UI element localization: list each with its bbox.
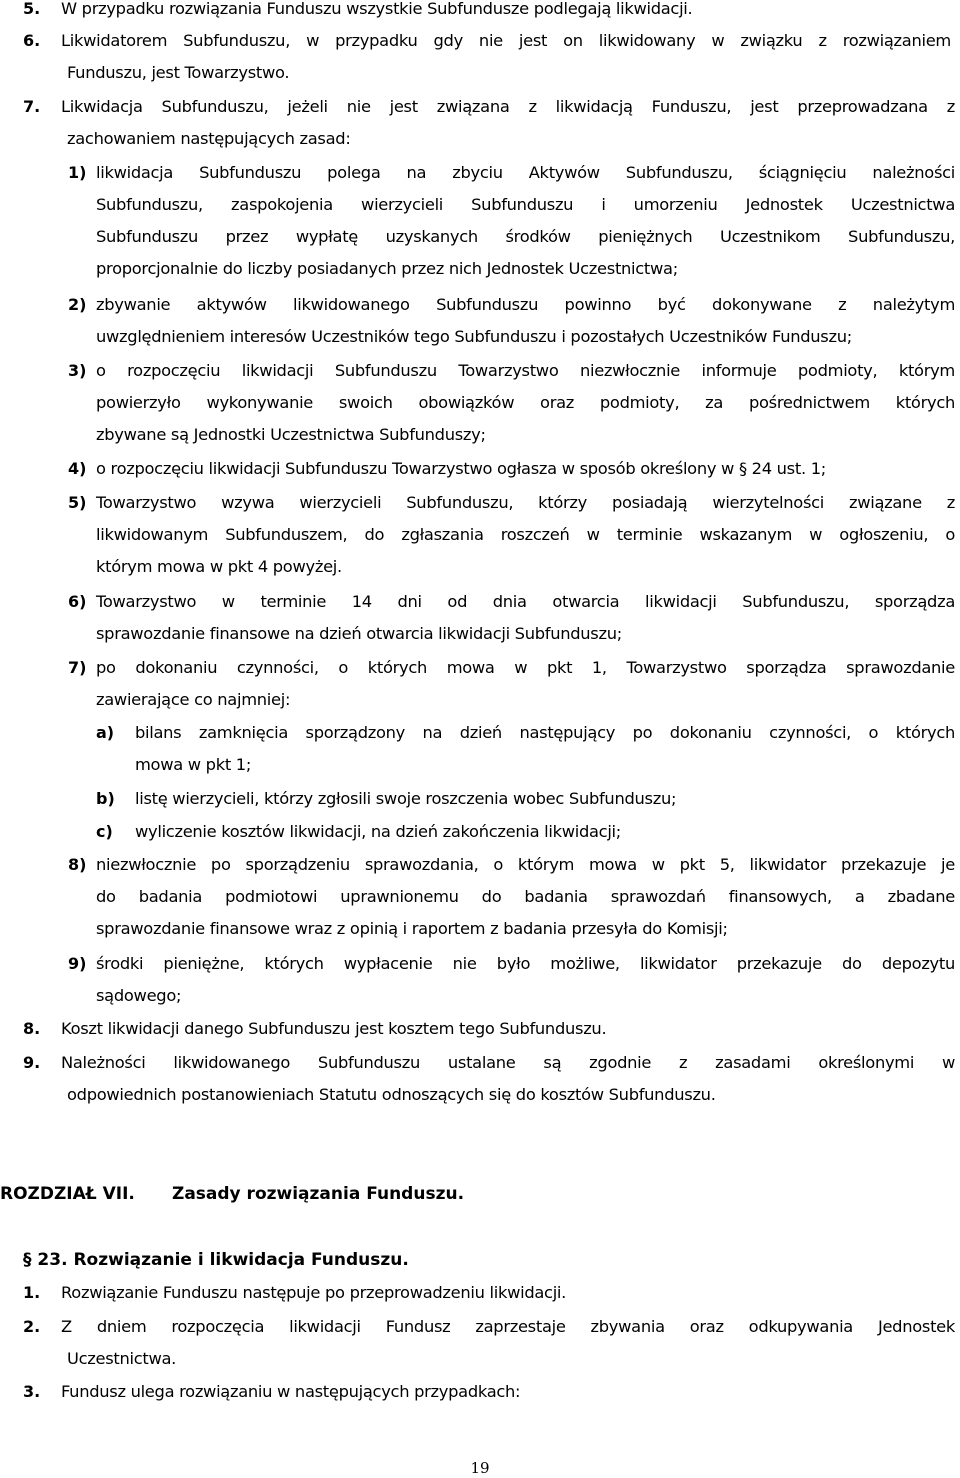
item-text — [61, 1376, 951, 1408]
text-line: sprawozdanie finansowe wraz z opinią i raportem z badania przesyła do Komisji; — [96, 919, 728, 938]
text-line: sprawozdanie finansowe na dzień otwarcia likwidacji Subfunduszu; — [96, 624, 622, 643]
item-text — [61, 1311, 955, 1375]
text-line: Rozwiązanie Funduszu następuje po przeprowadzeniu likwidacji. — [61, 1283, 567, 1302]
text-line: bilans zamknięcia sporządzony na dzień następujący po dokonaniu czynności, o których — [135, 723, 955, 742]
letter-number: b) — [96, 789, 115, 808]
item-number: 6. — [23, 31, 41, 50]
subitem-text — [96, 289, 955, 353]
item-text — [61, 1047, 955, 1111]
text-line: Towarzystwo wzywa wierzycieli Subfunduszu, którzy posiadają wierzytelności związane z — [96, 493, 955, 512]
subitem-number: 5) — [68, 493, 87, 512]
item-text — [61, 1277, 951, 1309]
subitem-text — [96, 355, 955, 451]
subitem-text — [96, 487, 955, 583]
text-line: Fundusz ulega rozwiązaniu w następujących przypadkach: — [61, 1382, 521, 1401]
section-heading: § 23. Rozwiązanie i likwidacja Funduszu. — [23, 1250, 409, 1270]
text-line: likwidowanym Subfunduszem, do zgłaszania roszczeń w terminie wskazanym w ogłoszeniu, o — [96, 525, 955, 544]
text-line: listę wierzycieli, którzy zgłosili swoje roszczenia wobec Subfunduszu; — [135, 789, 677, 808]
text-line: środki pieniężne, których wypłacenie nie było możliwe, likwidator przekazuje do depozytu — [96, 954, 955, 973]
text-line: zawierające co najmniej: — [96, 690, 291, 709]
letter-text — [135, 717, 955, 781]
letter-number: c) — [96, 822, 113, 841]
item-number: 2. — [23, 1317, 41, 1336]
item-number: 7. — [23, 97, 41, 116]
text-line: którym mowa w pkt 4 powyżej. — [96, 557, 342, 576]
text-line: do badania podmiotowi uprawnionemu do badania sprawozdań finansowych, a zbadane — [96, 887, 955, 906]
page-number: 19 — [470, 1459, 490, 1477]
text-line: likwidacja Subfunduszu polega na zbyciu Aktywów Subfunduszu, ściągnięciu należności — [96, 163, 955, 182]
chapter-title: Zasady rozwiązania Funduszu. — [172, 1184, 465, 1204]
subitem-number: 8) — [68, 855, 87, 874]
letter-text — [135, 816, 955, 848]
text-line: sądowego; — [96, 986, 182, 1005]
subitem-number: 2) — [68, 295, 87, 314]
item-text — [61, 0, 951, 25]
text-line: W przypadku rozwiązania Funduszu wszystkie Subfundusze podlegają likwidacji. — [61, 0, 693, 18]
item-number: 1. — [23, 1283, 41, 1302]
letter-number: a) — [96, 723, 115, 742]
text-line: niezwłocznie po sporządzeniu sprawozdania, o którym mowa w pkt 5, likwidator przekazuje je — [96, 855, 955, 874]
subitem-text — [96, 948, 955, 1012]
text-line: wyliczenie kosztów likwidacji, na dzień zakończenia likwidacji; — [135, 822, 621, 841]
text-line: odpowiednich postanowieniach Statutu odnoszących się do kosztów Subfunduszu. — [67, 1085, 716, 1104]
text-line: zachowaniem następujących zasad: — [67, 129, 351, 148]
text-line: zbywanie aktywów likwidowanego Subfunduszu powinno być dokonywane z należytym — [96, 295, 955, 314]
text-line: mowa w pkt 1; — [135, 755, 252, 774]
letter-text — [135, 783, 955, 815]
text-line: Z dniem rozpoczęcia likwidacji Fundusz zaprzestaje zbywania oraz odkupywania Jednostek — [61, 1317, 955, 1336]
text-line: zbywane są Jednostki Uczestnictwa Subfunduszy; — [96, 425, 486, 444]
subitem-text — [96, 586, 955, 650]
item-number: 8. — [23, 1019, 41, 1038]
text-line: Funduszu, jest Towarzystwo. — [67, 63, 290, 82]
subitem-text — [96, 157, 955, 285]
subitem-text — [96, 652, 955, 716]
subitem-number: 6) — [68, 592, 87, 611]
text-line: uwzględnieniem interesów Uczestników tego Subfunduszu i pozostałych Uczestników Funduszu; — [96, 327, 852, 346]
text-line: Uczestnictwa. — [67, 1349, 177, 1368]
chapter-heading — [0, 1178, 465, 1210]
text-line: Likwidatorem Subfunduszu, w przypadku gdy nie jest on likwidowany w związku z rozwiązaniem — [61, 31, 951, 50]
item-text — [61, 91, 955, 155]
text-line: Subfunduszu, zaspokojenia wierzycieli Subfunduszu i umorzeniu Jednostek Uczestnictwa — [96, 195, 955, 214]
item-text — [61, 25, 951, 89]
subitem-number: 3) — [68, 361, 87, 380]
subitem-number: 1) — [68, 163, 87, 182]
item-number: 3. — [23, 1382, 41, 1401]
subitem-number: 4) — [68, 459, 87, 478]
subitem-text — [96, 453, 955, 485]
text-line: po dokonaniu czynności, o których mowa w pkt 1, Towarzystwo sporządza sprawozdanie — [96, 658, 955, 677]
text-line: powierzyło wykonywanie swoich obowiązków oraz podmioty, za pośrednictwem których — [96, 393, 955, 412]
chapter-label: ROZDZIAŁ VII. — [0, 1184, 135, 1204]
text-line: Towarzystwo w terminie 14 dni od dnia otwarcia likwidacji Subfunduszu, sporządza — [96, 592, 955, 611]
item-text — [61, 1013, 951, 1045]
text-line: o rozpoczęciu likwidacji Subfunduszu Towarzystwo ogłasza w sposób określony w § 24 ust. 1; — [96, 459, 826, 478]
text-line: o rozpoczęciu likwidacji Subfunduszu Towarzystwo niezwłocznie informuje podmioty, którym — [96, 361, 955, 380]
subitem-number: 7) — [68, 658, 87, 677]
item-number: 5. — [23, 0, 41, 18]
subitem-number: 9) — [68, 954, 87, 973]
subitem-text — [96, 849, 955, 945]
text-line: proporcjonalnie do liczby posiadanych przez nich Jednostek Uczestnictwa; — [96, 259, 678, 278]
item-number: 9. — [23, 1053, 41, 1072]
text-line: Subfunduszu przez wypłatę uzyskanych środków pieniężnych Uczestnikom Subfunduszu, — [96, 227, 955, 246]
text-line: Likwidacja Subfunduszu, jeżeli nie jest związana z likwidacją Funduszu, jest przeprowadzana z — [61, 97, 955, 116]
text-line: Koszt likwidacji danego Subfunduszu jest kosztem tego Subfunduszu. — [61, 1019, 607, 1038]
text-line: Należności likwidowanego Subfunduszu ustalane są zgodnie z zasadami określonymi w — [61, 1053, 955, 1072]
